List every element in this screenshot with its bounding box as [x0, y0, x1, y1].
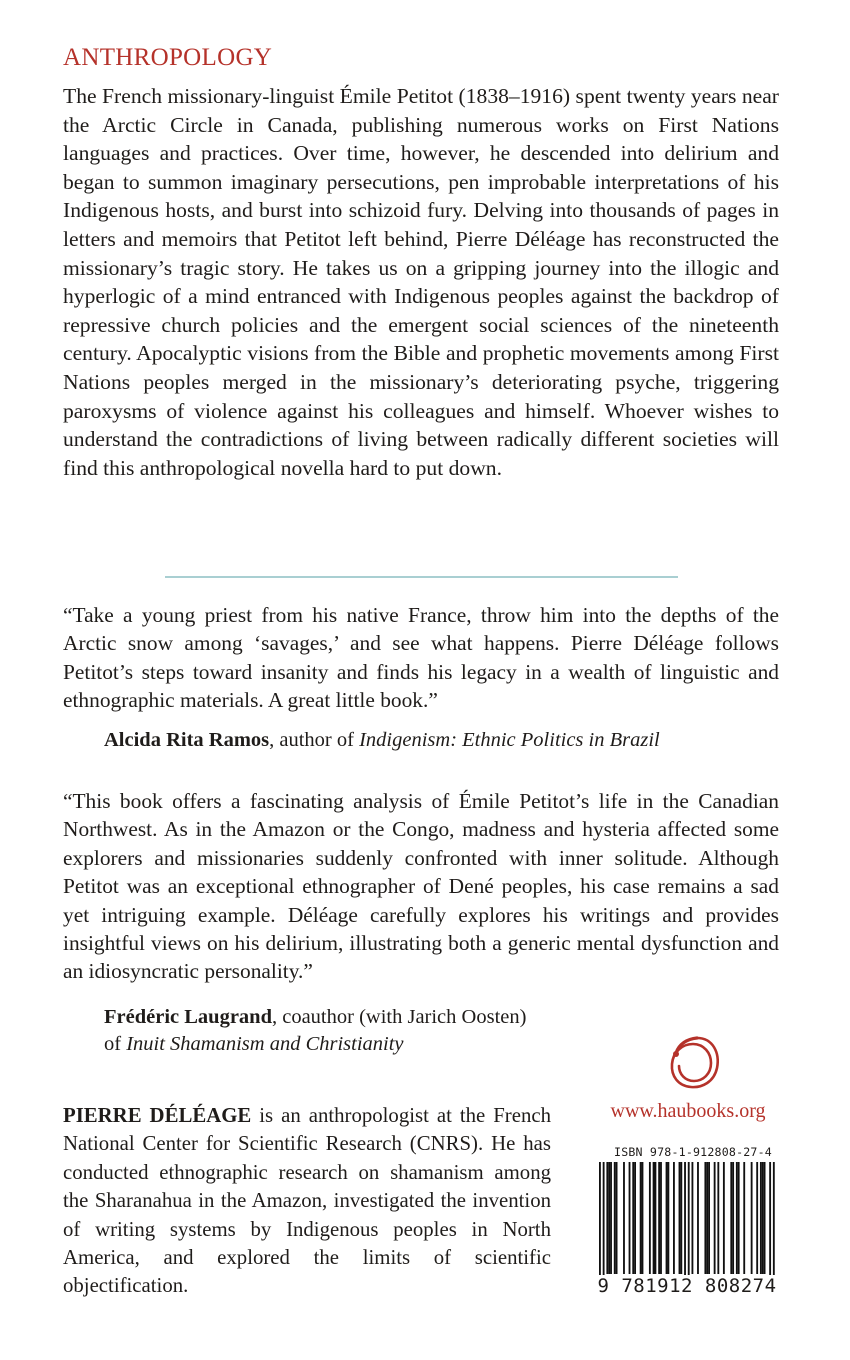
barcode-bar: [697, 1162, 699, 1274]
barcode-bar: [655, 1162, 657, 1274]
barcode-bar: [704, 1162, 706, 1274]
barcode-bar: [692, 1162, 694, 1274]
barcode-bar: [640, 1162, 642, 1274]
barcode-bar: [658, 1162, 660, 1274]
endorsement-quote-1: “Take a young priest from his native France, throw him into the depths of the Arctic snow among ‘savages,’ and see what happens. Pierre Déléage follows Petitot’s steps toward insanity and finds his legacy in a wealth of linguistic and ethnographic materials. A great little book.”: [63, 603, 779, 713]
barcode-bar: [653, 1162, 655, 1274]
barcode-bar: [673, 1162, 675, 1274]
section-divider: [165, 576, 678, 578]
endorser-name-2: Frédéric Laugrand: [104, 1006, 272, 1028]
barcode-bar: [667, 1162, 669, 1274]
category-label: ANTHROPOLOGY: [63, 44, 273, 71]
barcode-bar: [666, 1162, 668, 1274]
barcode-bar: [680, 1162, 682, 1274]
barcode-bar: [764, 1162, 766, 1274]
barcode-bar: [688, 1162, 690, 1286]
barcode-bar: [769, 1162, 771, 1286]
barcode-bar: [751, 1162, 753, 1274]
publisher-website[interactable]: www.haubooks.org: [610, 1100, 766, 1122]
barcode-bar: [732, 1162, 734, 1274]
barcode-bar: [614, 1162, 616, 1274]
author-bio-text: is an anthropologist at the French National Center for Scientific Research (CNRS). He has conducted ethnographic research on shamanism among the Sharanahua in the Amazon, investigated the invention of writing systems by Indigenous peoples in North America, and explored the limits of scientific objectification.: [63, 1104, 551, 1298]
barcode-bar: [634, 1162, 636, 1274]
barcode-bar: [760, 1162, 762, 1274]
barcode-bar: [723, 1162, 725, 1274]
barcode-bar: [736, 1162, 738, 1274]
barcode-bar: [623, 1162, 625, 1274]
barcode-bar: [679, 1162, 681, 1274]
barcode-bar: [714, 1162, 716, 1274]
barcode-bar: [738, 1162, 740, 1274]
barcode-bar: [660, 1162, 662, 1274]
barcode-bar: [610, 1162, 612, 1274]
barcode-bar: [649, 1162, 651, 1274]
barcode-bar: [603, 1162, 605, 1286]
barcode-bar: [606, 1162, 608, 1274]
endorser-role-1: , author of: [269, 729, 360, 751]
endorser-name-1: Alcida Rita Ramos: [104, 729, 270, 751]
barcode-bar: [756, 1162, 758, 1274]
ouroboros-icon: [664, 1031, 724, 1093]
barcode-bar: [684, 1162, 686, 1286]
barcode-bar: [762, 1162, 764, 1274]
endorsement-attribution-1: [104, 727, 660, 754]
barcode-bar: [629, 1162, 631, 1274]
barcode-bar: [608, 1162, 610, 1274]
endorser-role-2b: of: [104, 1033, 127, 1055]
barcode-bar: [717, 1162, 719, 1274]
barcode-bar: [730, 1162, 732, 1274]
barcode-bar: [743, 1162, 745, 1274]
isbn-label: ISBN 978-1-912808-27-4: [614, 1145, 772, 1159]
barcode-bar: [773, 1162, 775, 1286]
author-name: PIERRE DÉLÉAGE: [63, 1104, 252, 1127]
endorsement-attribution-2: [104, 1004, 544, 1058]
endorser-work-1: Indigenism: Ethnic Politics in Brazil: [359, 729, 660, 751]
barcode-bar: [706, 1162, 708, 1274]
barcode-bar: [599, 1162, 601, 1286]
barcode-bar: [642, 1162, 644, 1274]
ean-digits: 9 781912 808274: [592, 1275, 782, 1297]
endorsement-quote-2: “This book offers a fascinating analysis of Émile Petitot’s life in the Canadian Northwest. As in the Amazon or the Congo, madness and hysteria affected some explorers and missionaries suddenly confronted with inner solitude. Although Petitot was an exceptional ethnographer of Dené peoples, his case remains a sad yet intriguing example. Déléage carefully explores his writings and provides insightful views on his delirium, illustrating both a generic mental dysfunction and an idiosyncratic personality.”: [63, 789, 779, 984]
book-blurb: The French missionary-linguist Émile Petitot (1838–1916) spent twenty years near the Arctic Circle in Canada, publishing numerous works on First Nations languages and practices. Over time, however, he descended into delirium and began to summon imaginary persecutions, pen improbable interpretations of his Indigenous hosts, and burst into schizoid fury. Delving into thousands of pages in letters and memoirs that Petitot left behind, Pierre Déléage has reconstructed the missionary’s tragic story. He takes us on a gripping journey into the illogic and hyperlogic of a mind entranced with Indigenous peoples against the backdrop of repressive church policies and the emergent social sciences of the nineteenth century. Apocalyptic visions from the Bible and prophetic movements among First Nations peoples merged in the missionary’s deteriorating psyche, triggering paroxysms of violence against his colleagues and himself. Whoever wishes to understand the contradictions of living between radically different societies will find this anthropological novella hard to put down.: [63, 84, 779, 480]
author-bio: [63, 1102, 551, 1301]
endorser-role-2: , coauthor (with Jarich Oosten): [271, 1006, 527, 1028]
barcode-bar: [632, 1162, 634, 1274]
barcode-bar: [708, 1162, 710, 1274]
endorser-work-2: Inuit Shamanism and Christianity: [126, 1033, 404, 1055]
barcode-bar: [616, 1162, 618, 1274]
